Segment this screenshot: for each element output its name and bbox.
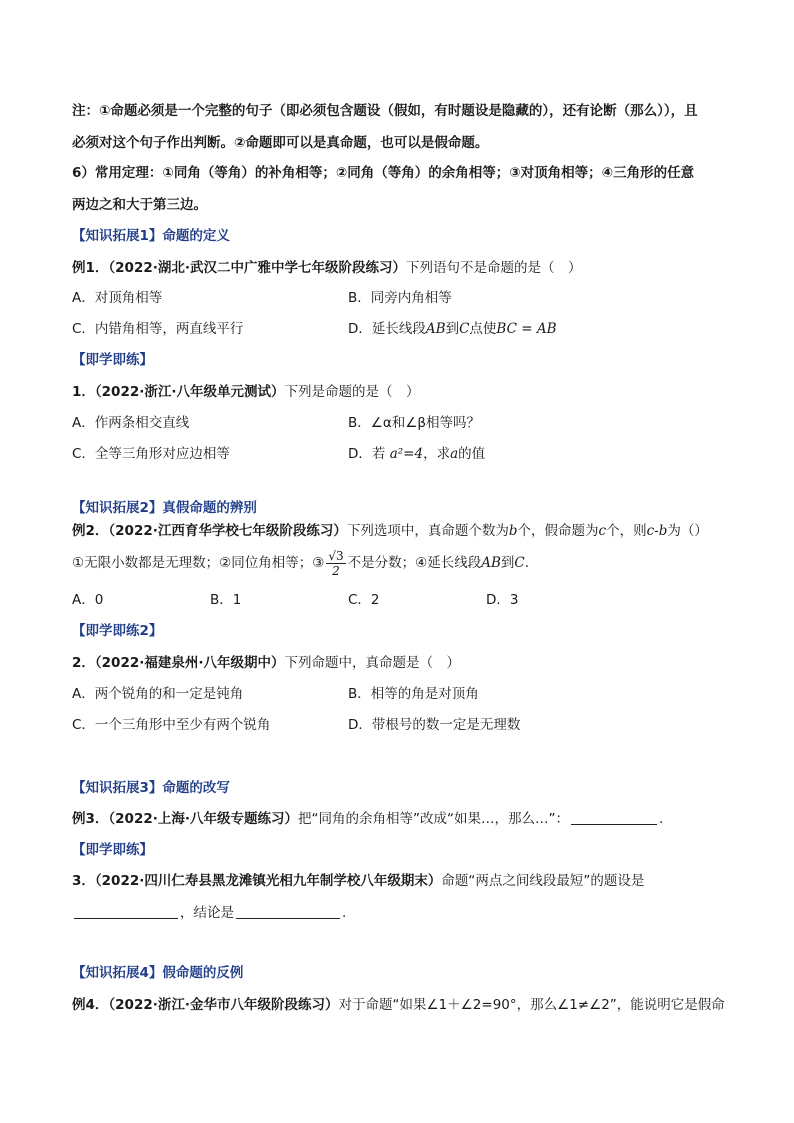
practice-heading-1: 【即学即练】 xyxy=(72,352,153,368)
example-2-option-c: C．2 xyxy=(348,592,380,608)
section-heading-1: 【知识拓展1】命题的定义 xyxy=(72,228,230,244)
example-1-option-b: B．同旁内角相等 xyxy=(348,290,452,306)
question-1-option-a: A．作两条相交直线 xyxy=(72,415,190,431)
question-2-option-a: A．两个锐角的和一定是钝角 xyxy=(72,686,244,702)
question-1-option-c: C．全等三角形对应边相等 xyxy=(72,446,230,462)
example-2-question: 例2．（2022·江西育华学校七年级阶段练习）下列选项中，真命题个数为b个，假命题为c个，则c-b为（） xyxy=(72,523,708,539)
answer-blank-conclusion[interactable] xyxy=(236,904,340,919)
sqrt3-over-2-fraction: $\frac{√3}{2}$ xyxy=(328,548,344,578)
question-2-option-b: B．相等的角是对顶角 xyxy=(348,686,479,702)
example-1-option-c: C．内错角相等，两直线平行 xyxy=(72,321,244,337)
theorems-line-2: 两边之和大于第三边。 xyxy=(72,197,207,213)
answer-blank[interactable] xyxy=(571,810,657,825)
question-2-option-c: C．一个三角形中至少有两个锐角 xyxy=(72,717,271,733)
example-1-question: 例1．（2022·湖北·武汉二中广雅中学七年级阶段练习）下列语句不是命题的是（ ） xyxy=(72,260,582,276)
question-3-line-1: 3．（2022·四川仁寿县黑龙滩镇光相九年制学校八年级期末）命题“两点之间线段最短”的题设是 xyxy=(72,873,645,889)
practice-heading-2: 【即学即练2】 xyxy=(72,623,163,639)
example-2-option-a: A．0 xyxy=(72,592,104,608)
section-heading-2: 【知识拓展2】真假命题的辨别 xyxy=(72,500,257,516)
example-1-option-d: D．延长线段AB到C点使BC = AB xyxy=(348,321,557,337)
example-3-question: 例3．（2022·上海·八年级专题练习）把“同角的余角相等”改成“如果…，那么…”： . xyxy=(72,811,664,827)
question-2: 2．（2022·福建泉州·八年级期中）下列命题中，真命题是（ ） xyxy=(72,655,460,671)
question-3-line-2: ，结论是 . xyxy=(72,903,346,923)
answer-blank-premise[interactable] xyxy=(74,904,178,919)
question-1: 1．（2022·浙江·八年级单元测试）下列是命题的是（ ） xyxy=(72,384,420,400)
example-2-option-b: B．1 xyxy=(210,592,242,608)
note-line-1: 注：①命题必须是一个完整的句子（即必须包含题设（假如，有时题设是隐藏的），还有论断（那么）），且 xyxy=(72,103,698,119)
example-2-statements: ①无限小数都是无理数；②同位角相等；③ $\frac{√3}{2}$ 不是分数；④延长线段AB到C. xyxy=(72,548,530,578)
question-1-option-d: D．若 a²=4，求a的值 xyxy=(348,446,486,462)
theorems-line-1: 6）常用定理：①同角（等角）的补角相等；②同角（等角）的余角相等；③对顶角相等；④三角形的任意 xyxy=(72,165,695,181)
practice-heading-3: 【即学即练】 xyxy=(72,842,153,858)
question-2-option-d: D．带根号的数一定是无理数 xyxy=(348,717,521,733)
section-heading-4: 【知识拓展4】假命题的反例 xyxy=(72,965,244,981)
question-1-option-b: B．∠α和∠β相等吗？ xyxy=(348,415,480,431)
example-2-option-d: D．3 xyxy=(486,592,519,608)
example-1-option-a: A．对顶角相等 xyxy=(72,290,163,306)
example-4-question: 例4．（2022·浙江·金华市八年级阶段练习）对于命题“如果∠1＋∠2=90°，那么∠1≠∠2”，能说明它是假命 xyxy=(72,997,725,1013)
note-line-2: 必须对这个句子作出判断。②命题即可以是真命题，也可以是假命题。 xyxy=(72,135,489,151)
section-heading-3: 【知识拓展3】命题的改写 xyxy=(72,780,230,796)
